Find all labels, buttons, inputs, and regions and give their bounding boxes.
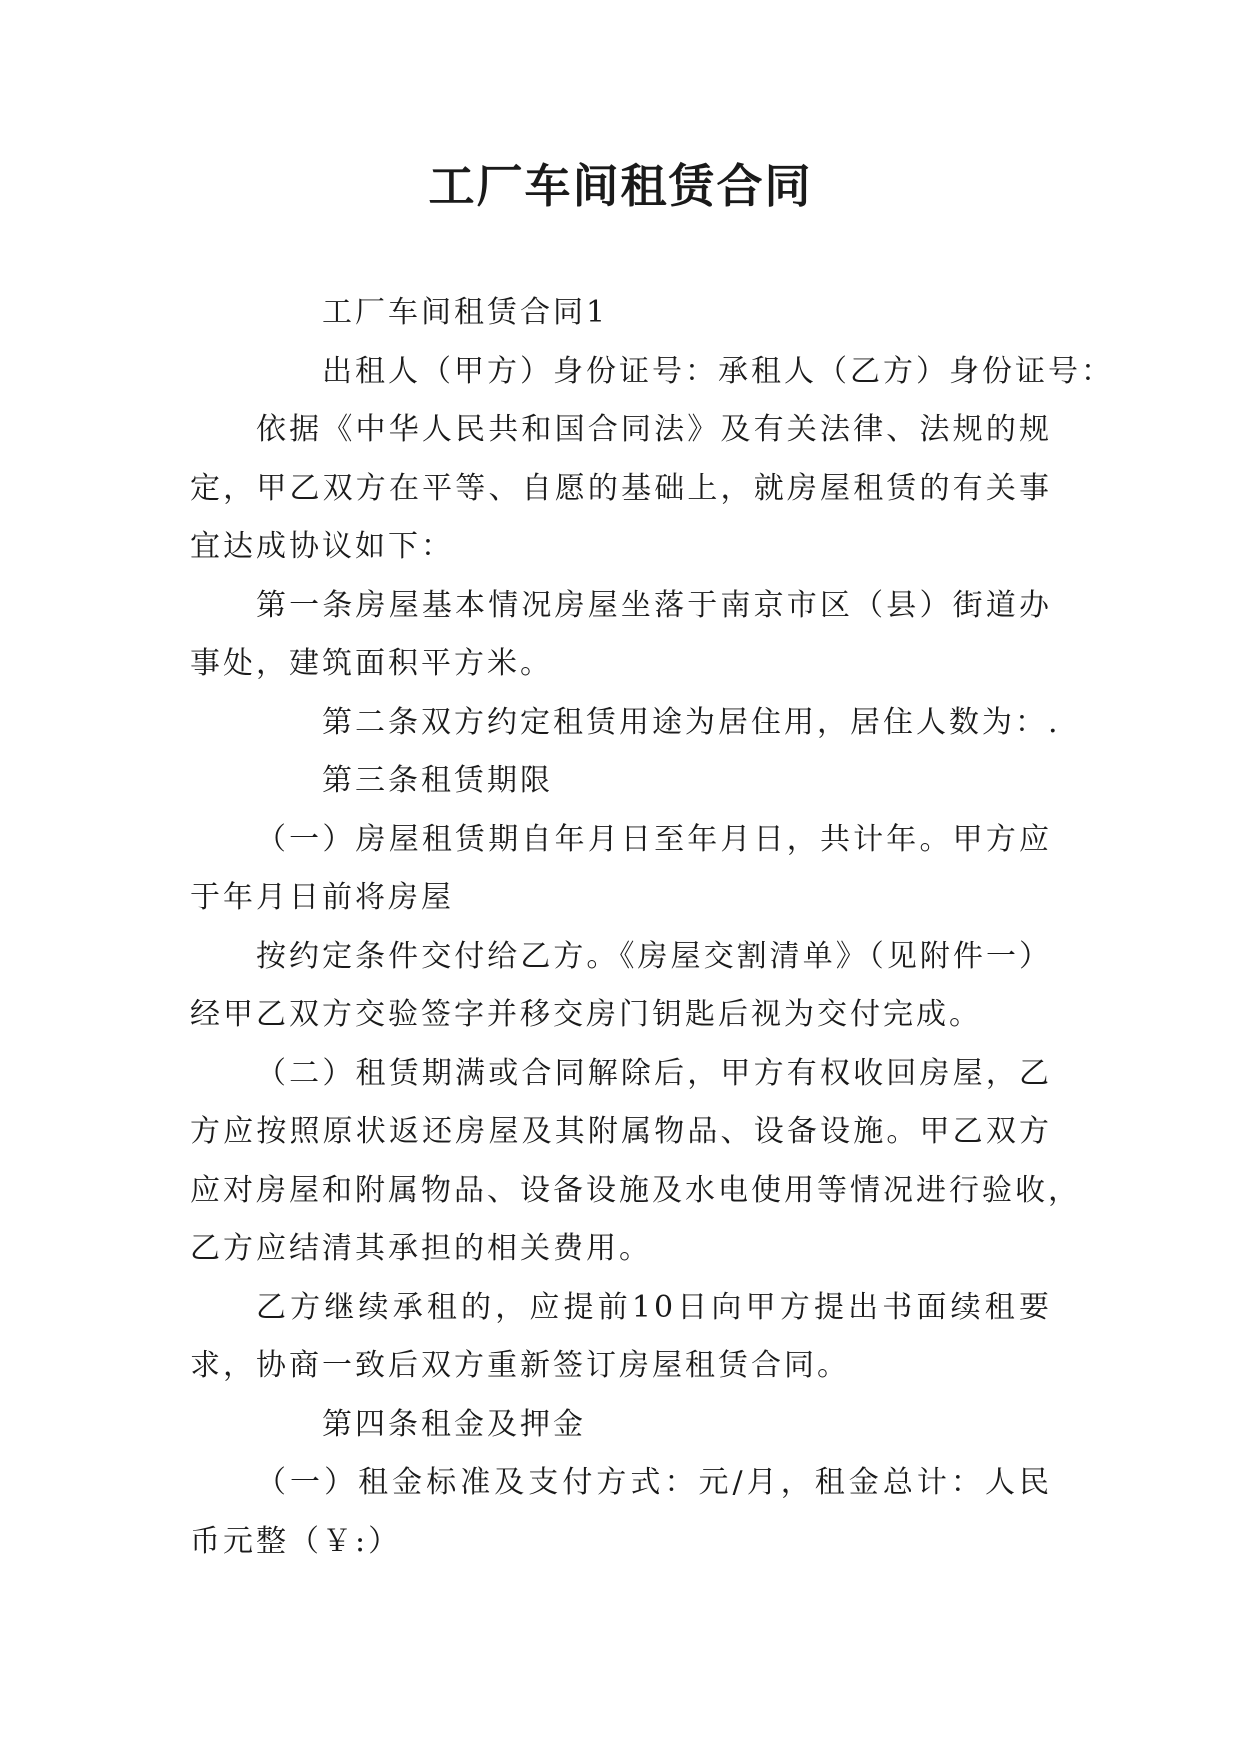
- paragraph-article-4-1: [190, 1454, 1052, 1571]
- paragraph-article-3-1: [190, 811, 1052, 928]
- text-line: 第一条房屋基本情况房屋坐落于南京市区（县）街道办: [256, 587, 1052, 623]
- paragraph-article-4-heading: [190, 1396, 1052, 1455]
- text-line: 乙方应结清其承担的相关费用。: [190, 1231, 652, 1266]
- document-title: 工厂车间租赁合同: [428, 159, 813, 213]
- text-line: （二）租赁期满或合同解除后，甲方有权收回房屋，乙: [256, 1055, 1052, 1091]
- text-line: 依据《中华人民共和国合同法》及有关法律、法规的规: [256, 412, 1052, 447]
- text-line: 按约定条件交付给乙方。《房屋交割清单》（见附件一）: [256, 938, 1052, 974]
- paragraph-article-1: [190, 577, 1052, 694]
- paragraph-subtitle: [190, 284, 1052, 343]
- paragraph-basis: [190, 401, 1052, 577]
- paragraph-renewal: [190, 1279, 1052, 1396]
- text-line: 于年月日前将房屋: [190, 880, 454, 915]
- text-line: 宜达成协议如下：: [190, 529, 454, 564]
- paragraph-article-2: [190, 694, 1061, 753]
- text-line: 求，协商一致后双方重新签订房屋租赁合同。: [190, 1348, 850, 1383]
- text-line: 第二条双方约定租赁用途为居住用，居住人数为：.: [322, 704, 1061, 740]
- paragraph-parties: [190, 343, 1114, 402]
- text-line: 币元整（￥:）: [190, 1523, 402, 1559]
- text-line: 乙方继续承租的，应提前10日向甲方提出书面续租要: [256, 1289, 1052, 1325]
- text-line: （一）房屋租赁期自年月日至年月日，共计年。甲方应: [256, 821, 1052, 857]
- text-line: 事处，建筑面积平方米。: [190, 646, 553, 681]
- text-line: 经甲乙双方交验签字并移交房门钥匙后视为交付完成。: [190, 997, 982, 1032]
- text-line: 定，甲乙双方在平等、自愿的基础上，就房屋租赁的有关事: [190, 470, 1052, 506]
- text-line: 应对房屋和附属物品、设备设施及水电使用等情况进行验收，: [190, 1172, 1081, 1208]
- paragraph-article-3-2: [190, 1045, 1081, 1279]
- text-line: 出租人（甲方）身份证号：承租人（乙方）身份证号：: [322, 353, 1114, 389]
- text-line: 第三条租赁期限: [322, 763, 553, 798]
- paragraph-delivery: [190, 928, 1052, 1045]
- text-line: 方应按照原状返还房屋及其附属物品、设备设施。甲乙双方: [190, 1114, 1052, 1149]
- text-line: （一）租金标准及支付方式：元/月，租金总计：人民: [256, 1465, 1052, 1500]
- text-line: 工厂车间租赁合同1: [322, 295, 609, 330]
- document-body: [190, 284, 1114, 1571]
- paragraph-article-3-heading: [190, 752, 1052, 811]
- text-line: 第四条租金及押金: [322, 1406, 586, 1442]
